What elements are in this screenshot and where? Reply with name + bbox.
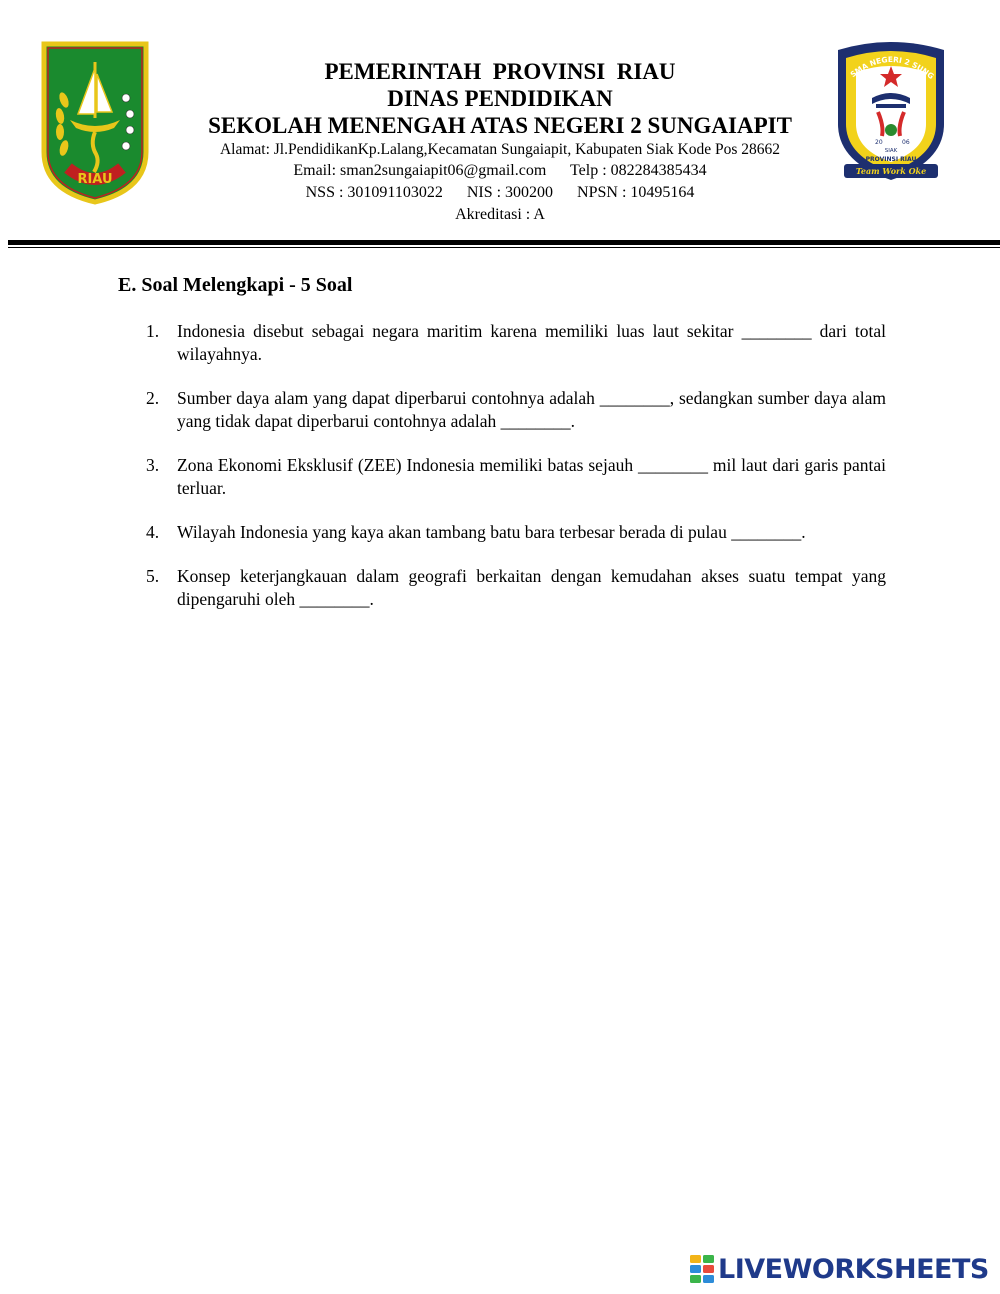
- svg-text:06: 06: [902, 139, 910, 146]
- question-list: [146, 320, 886, 632]
- svg-text:Team Work Oke: Team Work Oke: [855, 166, 927, 176]
- question-number: 3.: [146, 455, 160, 475]
- riau-province-logo: [40, 40, 150, 205]
- question-number: 2.: [146, 388, 160, 408]
- question-item: [146, 521, 886, 544]
- header-divider: [8, 240, 1000, 245]
- letterhead: [160, 58, 840, 226]
- header-divider-thin: [8, 247, 1000, 248]
- svg-text:20: 20: [875, 139, 883, 146]
- svg-text:SIAK: SIAK: [884, 148, 898, 154]
- question-item: [146, 565, 886, 611]
- question-text: Indonesia disebut sebagai negara maritim karena memiliki luas laut sekitar ________ dari total wilayahnya.: [177, 321, 886, 364]
- svg-text:SMA NEGERI 2 SUNGAI APIT: SMA NEGERI 2 SUNG: [848, 54, 936, 81]
- question-text: Konsep keterjangkauan dalam geografi berkaitan dengan kemudahan akses suatu tempat yang dipengaruhi oleh ________.: [177, 566, 886, 609]
- school-name: SEKOLAH MENENGAH ATAS NEGERI 2 SUNGAIAPIT: [208, 113, 792, 138]
- liveworksheets-logo[interactable]: [690, 1252, 989, 1286]
- department-title: DINAS PENDIDIKAN: [387, 86, 613, 111]
- question-item: [146, 387, 886, 433]
- question-item: [146, 320, 886, 366]
- liveworksheets-wordmark: LIVEWORKSHEETS: [718, 1253, 989, 1285]
- accreditation: Akreditasi : A: [455, 206, 545, 223]
- question-item: [146, 454, 886, 500]
- svg-text:RIAU: RIAU: [77, 172, 113, 187]
- question-number: 4.: [146, 522, 160, 542]
- school-logo: [832, 40, 950, 190]
- government-title: PEMERINTAH PROVINSI RIAU: [324, 59, 676, 84]
- section-title: E. Soal Melengkapi - 5 Soal: [118, 274, 353, 296]
- question-number: 5.: [146, 566, 160, 586]
- liveworksheets-icon: [690, 1255, 714, 1283]
- school-ids: NSS : 301091103022 NIS : 300200 NPSN : 10495164: [305, 184, 695, 201]
- svg-text:PROVINSI RIAU: PROVINSI RIAU: [865, 156, 917, 163]
- school-address: Alamat: Jl.PendidikanKp.Lalang,Kecamatan Sungaiapit, Kabupaten Siak Kode Pos 28662: [219, 141, 781, 158]
- question-text: Zona Ekonomi Eksklusif (ZEE) Indonesia memiliki batas sejauh ________ mil laut dari garis pantai terluar.: [177, 455, 886, 498]
- question-text: Wilayah Indonesia yang kaya akan tambang batu bara terbesar berada di pulau ________.: [177, 522, 806, 542]
- question-text: Sumber daya alam yang dapat diperbarui contohnya adalah ________, sedangkan sumber daya alam yang tidak dapat diperbarui contohnya adalah ________.: [177, 388, 886, 431]
- school-contact: Email: sman2sungaiapit06@gmail.com Telp : 082284385434: [293, 162, 707, 179]
- question-number: 1.: [146, 321, 160, 341]
